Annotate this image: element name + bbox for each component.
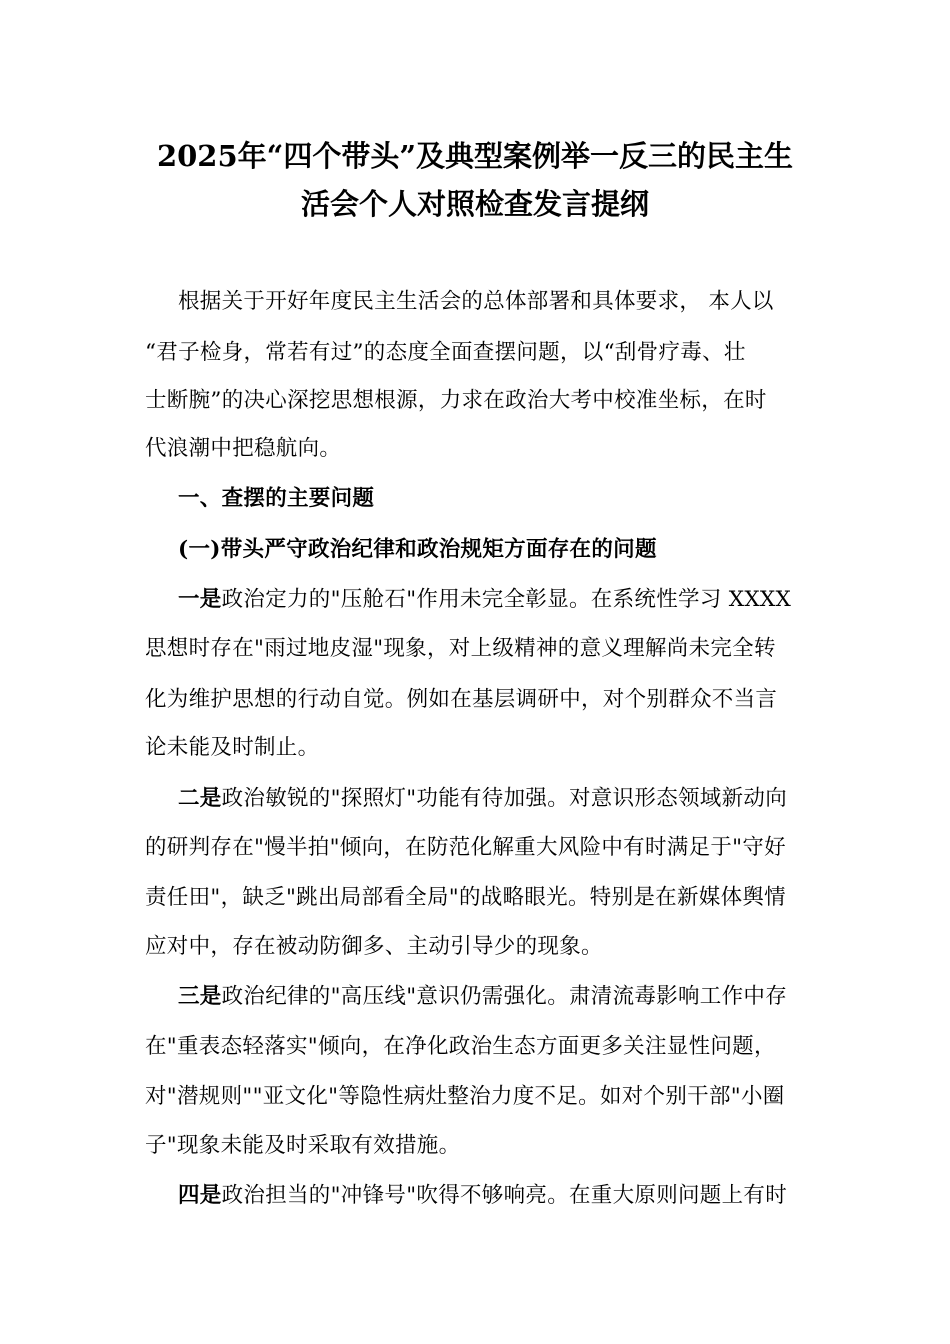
intro-line-4: 代浪潮中把稳航向。 xyxy=(145,436,342,461)
item-3-line-4: 子"现象未能及时采取有效措施。 xyxy=(145,1133,461,1158)
item-2-line-3: 责任田"，缺乏"跳出局部看全局"的战略眼光。特别是在新媒体舆情 xyxy=(145,885,786,910)
item-2-line-2: 的研判存在"慢半拍"倾向，在防范化解重大风险中有时满足于"守好 xyxy=(145,835,786,860)
item-3-first-text: 政治纪律的"高压线"意识仍需强化。肃清流毒影响工作中存 xyxy=(221,984,787,1009)
subsection-heading: (一)带头严守政治纪律和政治规矩方面存在的问题 xyxy=(178,537,657,562)
item-3-line-3: 对"潜规则""亚文化"等隐性病灶整治力度不足。如对个别干部"小圈 xyxy=(145,1084,785,1109)
item-4-first-line xyxy=(178,1181,848,1211)
item-2-first-line xyxy=(178,784,848,814)
document-title-line-2: 活会个人对照检查发言提纲 xyxy=(300,187,649,221)
item-2-lead: 二是 xyxy=(178,786,222,811)
item-3-first-line xyxy=(178,982,848,1012)
item-1-first-text: 政治定力的"压舱石"作用未完全彰显。在系统性学习 XXXX xyxy=(221,587,792,612)
item-1-first-line xyxy=(178,585,848,615)
item-1-lead: 一是 xyxy=(178,587,222,612)
section-heading: 一、查摆的主要问题 xyxy=(178,486,375,511)
item-2-first-text: 政治敏锐的"探照灯"功能有待加强。对意识形态领域新动向 xyxy=(221,786,787,811)
item-1-line-3: 化为维护思想的行动自觉。例如在基层调研中，对个别群众不当言 xyxy=(145,687,778,712)
item-2-line-4: 应对中，存在被动防御多、主动引导少的现象。 xyxy=(145,934,603,959)
item-1-line-2: 思想时存在"雨过地皮湿"现象，对上级精神的意义理解尚未完全转 xyxy=(145,636,776,661)
item-4-lead: 四是 xyxy=(178,1183,222,1208)
intro-line-2: “君子检身，常若有过”的态度全面查摆问题，以“刮骨疗毒、壮 xyxy=(145,340,746,365)
intro-line-3: 士断腕”的决心深挖思想根源，力求在政治大考中校准坐标，在时 xyxy=(145,388,767,413)
item-3-line-2: 在"重表态轻落实"倾向，在净化政治生态方面更多关注显性问题， xyxy=(145,1034,776,1059)
document-title-line-1: 2025年“四个带头”及典型案例举一反三的民主生 xyxy=(156,139,794,173)
intro-line-1: 根据关于开好年度民主生活会的总体部署和具体要求， 本人以 xyxy=(178,289,774,314)
item-1-line-4: 论未能及时制止。 xyxy=(145,735,320,760)
item-3-lead: 三是 xyxy=(178,984,222,1009)
item-4-first-text: 政治担当的"冲锋号"吹得不够响亮。在重大原则问题上有时 xyxy=(221,1183,787,1208)
